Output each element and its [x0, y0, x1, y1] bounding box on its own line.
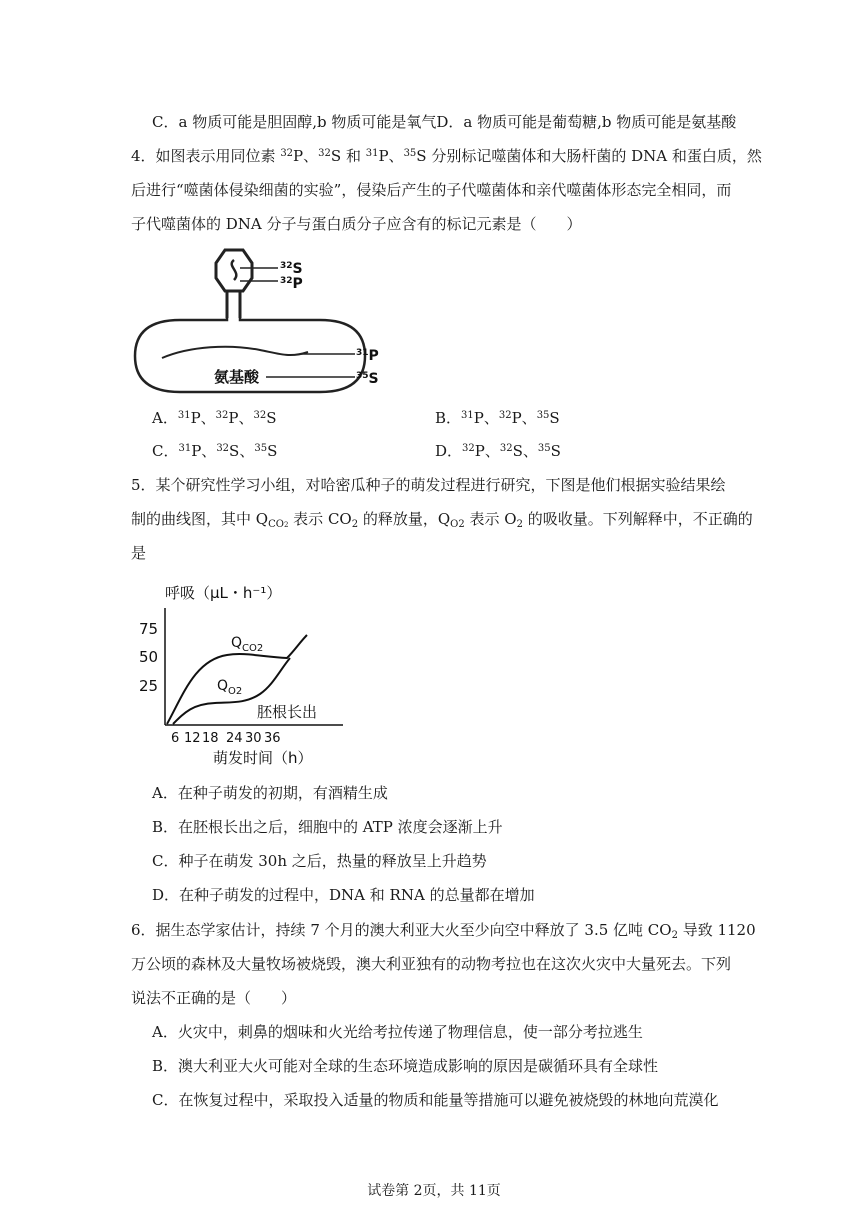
qo2-label: $Q_{O2}$ [217, 678, 243, 697]
q6-stem-line1: 6．据生态学家估计，持续 7 个月的澳大利亚大火至少向空中释放了 3.5 亿吨 $CO_2$ 导致 1120 [131, 921, 756, 941]
q4-option-c[interactable]: C．$^{31}$P、$^{32}$S、$^{35}$S [152, 442, 278, 460]
x-axis-label: 萌发时间（h） [213, 749, 313, 767]
y-tick-50: 50 [139, 648, 159, 666]
y-axis-label: 呼吸（μL・h⁻¹） [165, 584, 282, 602]
q5-option-b[interactable]: B．在胚根长出之后，细胞中的 ATP 浓度会逐渐上升 [152, 818, 503, 836]
q6-stem-line3: 说法不正确的是（ ） [131, 989, 297, 1007]
label-32s: $^{32}$S [280, 261, 303, 277]
q6-option-c[interactable]: C．在恢复过程中，采取投入适量的物质和能量等措施可以避免被烧毁的林地向荒漠化 [152, 1091, 719, 1109]
q4-stem-line3: 子代噬菌体的 DNA 分子与蛋白质分子应含有的标记元素是（ ） [131, 215, 582, 233]
q6-option-a[interactable]: A．火灾中，刺鼻的烟味和火光给考拉传递了物理信息，使一部分考拉逃生 [152, 1023, 643, 1041]
q4-stem-line2: 后进行“噬菌体侵染细菌的实验”，侵染后产生的子代噬菌体和亲代噬菌体形态完全相同，而 [131, 181, 732, 199]
phage-dna [232, 260, 237, 280]
x-tick-36: 36 [264, 731, 281, 746]
label-31p: $^{31}$P [356, 348, 379, 364]
q4-option-a[interactable]: A．$^{31}$P、$^{32}$P、$^{32}$S [152, 409, 277, 427]
respiration-chart [135, 580, 345, 770]
q5-stem-line3: 是 [131, 544, 147, 562]
label-35s: $^{35}$S [356, 371, 379, 387]
q5-option-a[interactable]: A．在种子萌发的初期，有酒精生成 [152, 784, 388, 802]
x-ticks [171, 731, 281, 746]
x-tick-24: 24 [226, 731, 243, 746]
q5-stem-line2: 制的曲线图，其中 $Q_{CO2}$ 表示 $CO_2$ 的释放量，$Q_{O2}$ 表示 $O_2$ 的吸收量。下列解释中，不正确的 [131, 510, 753, 530]
y-ticks [139, 620, 158, 695]
phage-bacterium-diagram [130, 248, 390, 398]
q6-option-b[interactable]: B．澳大利亚大火可能对全球的生态环境造成影响的原因是碳循环具有全球性 [152, 1057, 659, 1075]
q3-option-cd: C．a 物质可能是胆固醇,b 物质可能是氧气D．a 物质可能是葡萄糖,b 物质可能是氨基酸 [152, 113, 737, 131]
x-tick-30: 30 [245, 731, 262, 746]
label-32p: $^{32}$P [280, 276, 303, 292]
x-tick-6: 6 [171, 731, 180, 746]
q6-stem-line2: 万公顷的森林及大量牧场被烧毁，澳大利亚独有的动物考拉也在这次火灾中大量死去。下列 [131, 955, 732, 973]
qco2-label: $Q_{CO2}$ [231, 635, 264, 654]
q5-option-d[interactable]: D．在种子萌发的过程中，DNA 和 RNA 的总量都在增加 [152, 886, 535, 904]
bacterium-dna [162, 347, 308, 358]
page-footer: 试卷第 2页，共 11页 [367, 1183, 501, 1199]
amino-acid-label: 氨基酸 [214, 368, 260, 386]
q5-option-c[interactable]: C．种子在萌发 30h 之后，热量的释放呈上升趋势 [152, 852, 487, 870]
q4-stem-line1: 4．如图表示用同位素 $^{32}$P、$^{32}$S 和 $^{31}$P、$^{35}$S 分别标记噬菌体和大肠杆菌的 DNA 和蛋白质，然 [131, 147, 762, 165]
y-tick-25: 25 [139, 677, 159, 695]
x-tick-12: 12 [184, 731, 201, 746]
q4-option-b[interactable]: B．$^{31}$P、$^{32}$P、$^{35}$S [435, 409, 560, 427]
q5-stem-line1: 5．某个研究性学习小组，对哈密瓜种子的萌发过程进行研究，下图是他们根据实验结果绘 [131, 476, 726, 494]
x-tick-18: 18 [202, 731, 219, 746]
radicle-annotation: 胚根长出 [257, 703, 318, 721]
y-tick-75: 75 [139, 620, 159, 638]
q4-option-d[interactable]: D．$^{32}$P、$^{32}$S、$^{35}$S [435, 442, 561, 460]
